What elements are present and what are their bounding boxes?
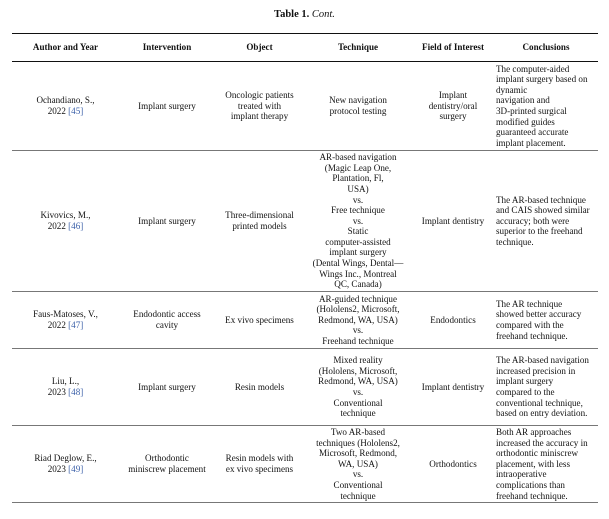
technique-line: Conventional: [333, 397, 383, 408]
technique-line: Free technique: [331, 205, 385, 216]
field-line: Implant: [438, 90, 468, 101]
conclusions-line: technique.: [496, 236, 534, 247]
technique-line: Microsoft, Redmond,: [318, 448, 398, 459]
technique-line: Freehand technique: [322, 335, 394, 346]
conclusions-line: compared with the: [496, 320, 564, 330]
table-row: [12, 349, 598, 426]
author-name: Faus-Matoses, V.,: [33, 309, 98, 320]
field-cell: [412, 349, 494, 426]
intervention-cell: [119, 151, 215, 292]
technique-line: Conventional: [333, 479, 383, 490]
conclusions-line: dynamic: [496, 84, 528, 95]
conclusions-line: placement, with less: [496, 458, 570, 469]
intervention-line: cavity: [155, 320, 179, 330]
object-line: treated with: [237, 100, 282, 111]
conclusions-cell: [494, 426, 598, 503]
technique-line: computer-assisted: [325, 236, 391, 247]
header-field: Field of Interest: [412, 34, 494, 62]
technique-cell: [304, 349, 412, 426]
citation-link[interactable]: [48]: [68, 387, 84, 397]
citation-link[interactable]: [47]: [68, 320, 84, 330]
object-cell: [215, 426, 304, 503]
conclusions-line: orthodontic miniscrew: [496, 448, 579, 459]
year: 2023: [47, 464, 66, 475]
object-line: printed models: [232, 221, 287, 231]
technique-cell: [304, 292, 412, 349]
intervention-line: Endodontic access: [133, 309, 201, 320]
technique-line: (Hololens2, Microsoft,: [316, 304, 400, 315]
technique-line: Redmond, WA, USA): [318, 314, 398, 325]
technique-line: Mixed reality: [333, 355, 383, 366]
field-cell: [412, 426, 494, 503]
table-row: [12, 151, 598, 292]
technique-line: USA): [347, 183, 369, 194]
field-line: Implant dentistry: [421, 381, 485, 392]
conclusions-cell: [494, 292, 598, 349]
intervention-cell: [119, 426, 215, 503]
technique-cell: [304, 62, 412, 151]
object-line: Three-dimensional: [225, 210, 294, 221]
conclusions-line: Both AR approaches: [496, 427, 572, 437]
conclusions-cell: [494, 62, 598, 151]
field-line: surgery: [439, 111, 467, 122]
technique-line: vs.: [352, 325, 364, 336]
field-cell: [412, 292, 494, 349]
author-name: Ochandiano, S.,: [36, 95, 95, 106]
author-cell: [12, 426, 119, 503]
table-caption: [0, 9, 609, 20]
technique-line: WA, USA): [338, 458, 378, 469]
technique-line: techniques (Hololens2,: [316, 437, 400, 448]
conclusions-line: complications than: [496, 479, 565, 490]
conclusions-line: based on entry deviation.: [496, 408, 588, 419]
object-cell: [215, 292, 304, 349]
table-row: [12, 292, 598, 349]
technique-line: Wings Inc., Montreal: [319, 268, 397, 279]
technique-cell: [304, 151, 412, 292]
conclusions-line: The AR-based navigation: [496, 355, 589, 366]
table-row: [12, 62, 598, 151]
author-cell: [12, 349, 119, 426]
conclusions-line: superior to the freehand: [496, 226, 583, 237]
technique-line: Static: [347, 226, 369, 237]
header-object: Object: [215, 34, 304, 62]
object-cell: [215, 62, 304, 151]
conclusions-line: navigation and: [496, 95, 550, 106]
year: 2022: [47, 106, 66, 116]
conclusions-line: The AR-based technique: [496, 194, 586, 205]
citation-link[interactable]: [49]: [68, 464, 84, 475]
technique-line: New navigation: [329, 95, 387, 106]
object-line: ex vivo specimens: [225, 464, 294, 475]
conclusions-line: increased the accuracy in: [496, 437, 588, 448]
technique-line: technique: [340, 490, 376, 501]
technique-line: (Dental Wings, Dental—: [312, 258, 404, 269]
table-header-row: [12, 34, 598, 62]
object-line: implant therapy: [230, 111, 289, 122]
conclusions-line: conventional technique,: [496, 397, 583, 408]
technique-line: vs.: [352, 194, 364, 205]
citation-link[interactable]: [45]: [68, 106, 84, 116]
header-technique: Technique: [304, 34, 412, 62]
header-intervention: Intervention: [119, 34, 215, 62]
intervention-line: Implant surgery: [138, 215, 196, 226]
conclusions-line: The AR technique: [496, 298, 563, 309]
conclusions-line: compared to the: [496, 387, 555, 397]
conclusions-line: implant surgery: [496, 376, 554, 387]
conclusions-line: intraoperative: [496, 469, 547, 480]
technique-line: AR-guided technique: [318, 293, 398, 304]
object-cell: [215, 349, 304, 426]
author-name: Liu, L.,: [51, 376, 80, 387]
author-year-line: [14, 221, 117, 232]
technique-line: vs.: [352, 215, 364, 226]
year: 2023: [47, 387, 66, 397]
intervention-cell: [119, 62, 215, 151]
header-author: Author and Year: [12, 34, 119, 62]
technique-line: (Hololens, Microsoft,: [318, 365, 398, 376]
technique-line: vs.: [352, 469, 364, 480]
intervention-line: Orthodontic: [145, 453, 189, 464]
technique-line: vs.: [352, 387, 364, 397]
year: 2022: [47, 221, 66, 231]
field-line: dentistry/oral: [428, 100, 478, 111]
author-year-line: [14, 387, 117, 398]
intervention-line: Implant surgery: [138, 100, 196, 111]
technique-line: technique: [340, 408, 376, 419]
author-name: Riad Deglow, E.,: [34, 453, 97, 464]
conclusions-line: guaranteed accurate: [496, 127, 569, 138]
citation-link[interactable]: [46]: [68, 221, 84, 231]
year: 2022: [47, 320, 66, 330]
caption-label: Table 1.: [274, 9, 310, 20]
table-row: [12, 426, 598, 503]
field-line: Implant dentistry: [421, 215, 485, 226]
object-line: Resin models with: [225, 453, 294, 464]
author-cell: [12, 151, 119, 292]
object-line: Resin models: [234, 381, 285, 392]
field-line: Orthodontics: [429, 458, 477, 469]
field-cell: [412, 151, 494, 292]
intervention-line: Implant surgery: [138, 381, 196, 392]
field-cell: [412, 62, 494, 151]
conclusions-line: accuracy; both were: [496, 215, 570, 226]
technique-line: (Magic Leap One,: [324, 162, 392, 173]
technique-line: Two AR-based: [330, 427, 386, 437]
object-line: Ex vivo specimens: [225, 314, 294, 325]
author-cell: [12, 62, 119, 151]
technique-line: protocol testing: [329, 106, 387, 116]
object-line: Oncologic patients: [225, 90, 294, 101]
conclusions-cell: [494, 349, 598, 426]
conclusions-line: freehand technique.: [496, 490, 568, 501]
intervention-cell: [119, 349, 215, 426]
conclusions-line: implant placement.: [496, 137, 566, 148]
technique-line: AR-based navigation: [319, 152, 397, 163]
author-name: Kivovics, M.,: [40, 210, 91, 221]
conclusions-line: modified guides: [496, 116, 555, 127]
intervention-cell: [119, 292, 215, 349]
author-year-line: [14, 320, 117, 331]
conclusions-cell: [494, 151, 598, 292]
conclusions-line: freehand technique.: [496, 330, 568, 341]
conclusions-line: and CAIS showed similar: [496, 205, 590, 216]
technique-cell: [304, 426, 412, 503]
conclusions-line: implant surgery based on: [496, 74, 588, 85]
object-cell: [215, 151, 304, 292]
field-line: Endodontics: [430, 314, 476, 325]
technique-line: Plantation, Fl,: [332, 173, 384, 184]
author-cell: [12, 292, 119, 349]
caption-suffix: Cont.: [311, 9, 335, 20]
technique-line: QC, Canada): [334, 279, 382, 290]
technique-line: implant surgery: [329, 247, 387, 258]
header-conclusions: Conclusions: [494, 34, 598, 62]
literature-table: [12, 33, 598, 519]
conclusions-line: increased precision in: [496, 365, 576, 376]
author-year-line: [14, 106, 117, 117]
conclusions-line: The computer-aided: [496, 63, 570, 74]
technique-line: Redmond, WA, USA): [318, 376, 398, 387]
intervention-line: miniscrew placement: [128, 464, 206, 475]
author-year-line: [14, 464, 117, 475]
conclusions-line: showed better accuracy: [496, 309, 582, 320]
conclusions-line: 3D-printed surgical: [496, 106, 567, 116]
